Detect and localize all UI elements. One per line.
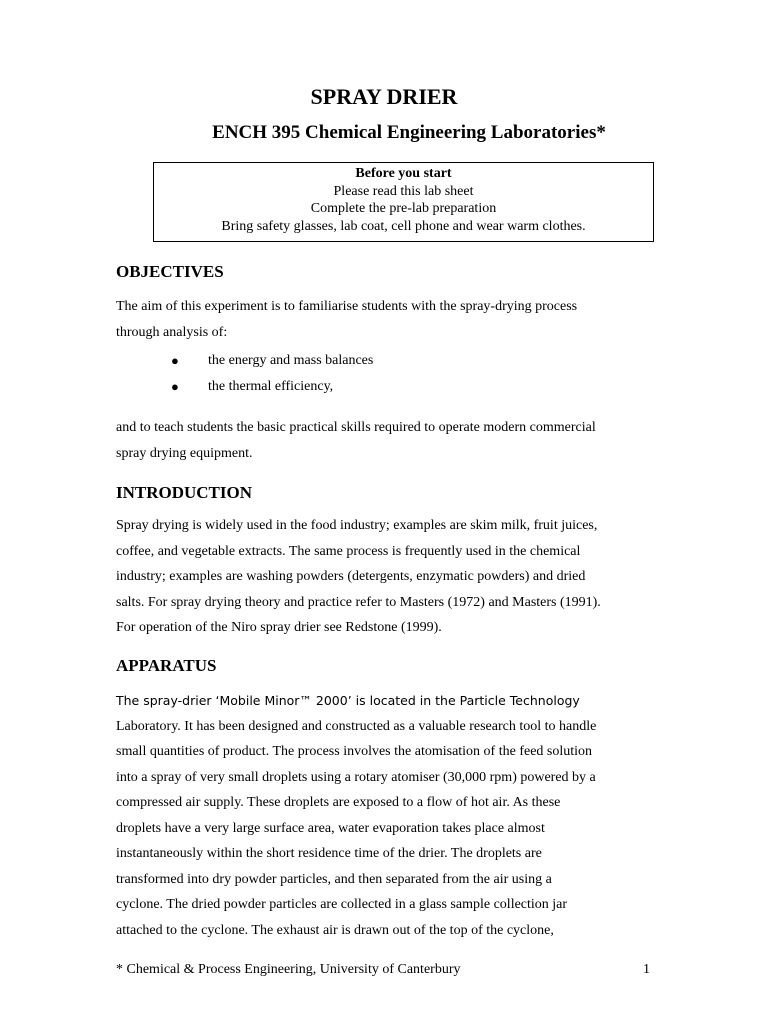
apparatus-heading: APPARATUS bbox=[116, 656, 217, 675]
objectives-intro bbox=[116, 294, 656, 345]
text-line: and to teach students the basic practical skills required to operate modern commercial bbox=[116, 420, 596, 435]
bullet-text: the energy and mass balances bbox=[208, 353, 374, 368]
text-line: instantaneously within the short residence time of the drier. The droplets are bbox=[116, 846, 542, 861]
text-line: coffee, and vegetable extracts. The same process is frequently used in the chemical bbox=[116, 543, 581, 559]
before-you-start-box bbox=[153, 162, 654, 242]
text-line: salts. For spray drying theory and practice refer to Masters (1972) and Masters (1991). bbox=[116, 594, 601, 610]
objectives-closing bbox=[116, 415, 656, 466]
notice-heading: Before you start bbox=[355, 166, 452, 181]
text-line: spray drying equipment. bbox=[116, 445, 253, 461]
document-subtitle: ENCH 395 Chemical Engineering Laboratories* bbox=[212, 122, 606, 143]
document-title: SPRAY DRIER bbox=[310, 84, 458, 109]
notice-line: Complete the pre-lab preparation bbox=[310, 201, 497, 216]
notice-line: Bring safety glasses, lab coat, cell phone and wear warm clothes. bbox=[221, 218, 586, 234]
text-line: small quantities of product. The process involves the atomisation of the feed solution bbox=[116, 744, 593, 759]
text-line: through analysis of: bbox=[116, 324, 228, 340]
introduction-paragraph bbox=[116, 513, 656, 641]
text-line: industry; examples are washing powders (detergents, enzymatic powders) and dried bbox=[116, 569, 586, 584]
page-number: 1 bbox=[643, 962, 650, 977]
bullet-text: the thermal efficiency, bbox=[208, 379, 334, 394]
text-line: cyclone. The dried powder particles are collected in a glass sample collection jar bbox=[116, 897, 568, 912]
text-line: compressed air supply. These droplets are exposed to a flow of hot air. As these bbox=[116, 795, 561, 810]
text-line: For operation of the Niro spray drier see Redstone (1999). bbox=[116, 620, 442, 635]
objectives-bullet-list bbox=[116, 348, 656, 400]
text-line: The spray-drier ‘Mobile Minor™ 2000’ is located in the Particle Technology bbox=[116, 693, 580, 708]
bullet-icon: ● bbox=[171, 353, 179, 368]
text-line: Laboratory. It has been designed and constructed as a valuable research tool to handle bbox=[116, 718, 597, 734]
text-line: attached to the cyclone. The exhaust air is drawn out of the top of the cyclone, bbox=[116, 922, 554, 938]
objectives-heading: OBJECTIVES bbox=[116, 262, 224, 281]
text-line: Spray drying is widely used in the food industry; examples are skim milk, fruit juices, bbox=[116, 518, 598, 533]
list-item bbox=[116, 348, 656, 374]
footer-note: * Chemical & Process Engineering, University of Canterbury bbox=[116, 962, 461, 977]
text-line: droplets have a very large surface area, water evaporation takes place almost bbox=[116, 820, 545, 836]
text-line: transformed into dry powder particles, and then separated from the air using a bbox=[116, 871, 552, 887]
text-line: into a spray of very small droplets using a rotary atomiser (30,000 rpm) powered by a bbox=[116, 769, 596, 785]
list-item bbox=[116, 374, 656, 400]
bullet-icon: ● bbox=[171, 379, 179, 394]
notice-line: Please read this lab sheet bbox=[333, 183, 474, 199]
text-line: The aim of this experiment is to familiarise students with the spray-drying process bbox=[116, 299, 578, 314]
introduction-heading: INTRODUCTION bbox=[116, 483, 253, 502]
apparatus-paragraph bbox=[116, 688, 656, 943]
